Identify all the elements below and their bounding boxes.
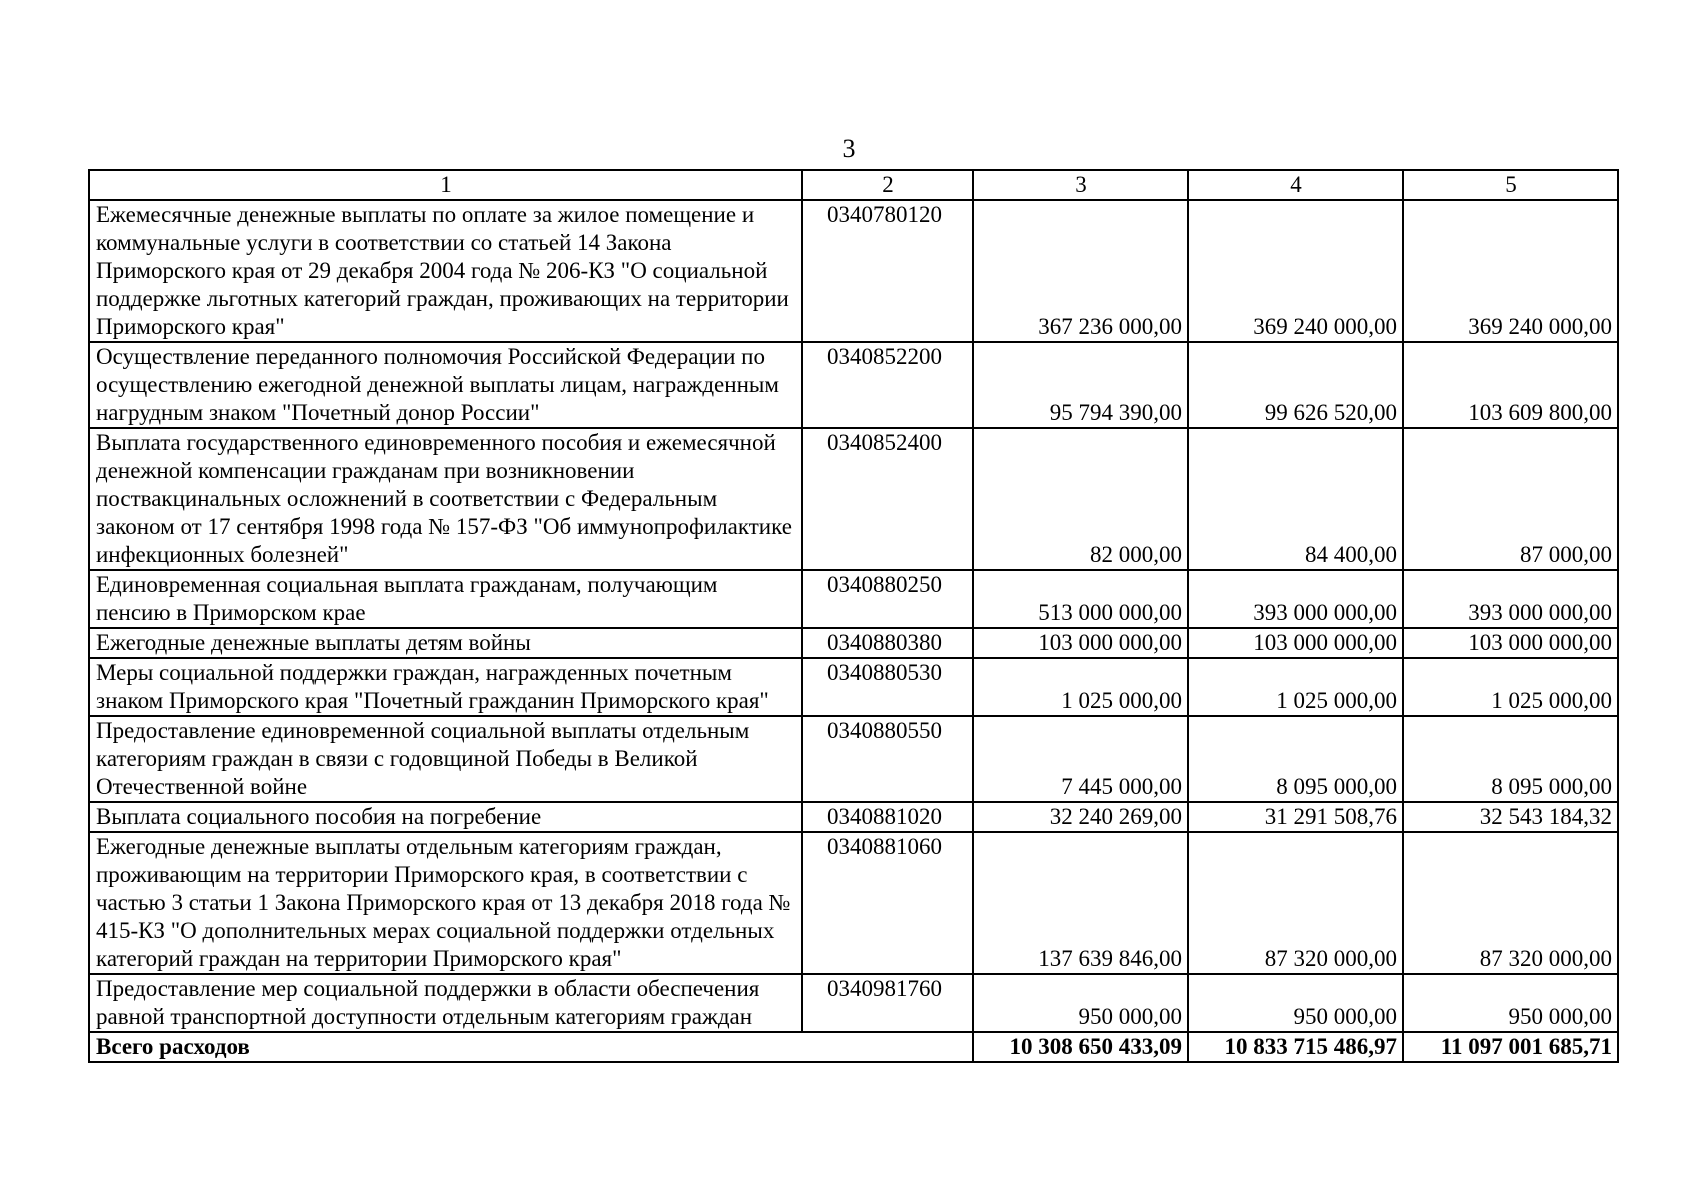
row-amount-col3: 82 000,00	[973, 428, 1188, 570]
row-name: Ежегодные денежные выплаты отдельным категориям граждан, проживающим на территории Приморского края, в соответствии с частью 3 статьи 1 Закона Приморского края от 13 декабря 2018 года № 415-КЗ "О дополнительных мерах социальной поддержки отдельных категорий граждан на территории Приморского края"	[89, 832, 802, 974]
row-amount-col3: 367 236 000,00	[973, 200, 1188, 342]
row-amount-col4: 8 095 000,00	[1188, 716, 1403, 802]
row-amount-col4: 99 626 520,00	[1188, 342, 1403, 428]
row-amount-col5: 103 000 000,00	[1403, 628, 1618, 658]
row-amount-col4: 369 240 000,00	[1188, 200, 1403, 342]
row-amount-col5: 87 320 000,00	[1403, 832, 1618, 974]
budget-table	[88, 169, 1619, 1063]
column-header: 5	[1403, 170, 1618, 200]
table-row	[89, 832, 1618, 974]
column-header: 2	[802, 170, 973, 200]
row-amount-col3: 7 445 000,00	[973, 716, 1188, 802]
table-row	[89, 802, 1618, 832]
row-amount-col5: 87 000,00	[1403, 428, 1618, 570]
row-code: 0340881020	[802, 802, 973, 832]
row-code: 0340880250	[802, 570, 973, 628]
row-amount-col4: 87 320 000,00	[1188, 832, 1403, 974]
row-amount-col4: 31 291 508,76	[1188, 802, 1403, 832]
total-label: Всего расходов	[89, 1032, 973, 1062]
row-amount-col3: 137 639 846,00	[973, 832, 1188, 974]
table-row	[89, 570, 1618, 628]
total-row	[89, 1032, 1618, 1062]
row-amount-col5: 393 000 000,00	[1403, 570, 1618, 628]
table-header-row	[89, 170, 1618, 200]
row-name: Предоставление единовременной социальной выплаты отдельным категориям граждан в связи с годовщиной Победы в Великой Отечественной войне	[89, 716, 802, 802]
row-amount-col3: 513 000 000,00	[973, 570, 1188, 628]
table-row	[89, 200, 1618, 342]
row-code: 0340780120	[802, 200, 973, 342]
row-name: Меры социальной поддержки граждан, награжденных почетным знаком Приморского края "Почетный гражданин Приморского края"	[89, 658, 802, 716]
row-code: 0340981760	[802, 974, 973, 1032]
column-header: 4	[1188, 170, 1403, 200]
row-amount-col5: 1 025 000,00	[1403, 658, 1618, 716]
row-code: 0340880530	[802, 658, 973, 716]
total-amount-col4: 10 833 715 486,97	[1188, 1032, 1403, 1062]
row-amount-col5: 950 000,00	[1403, 974, 1618, 1032]
column-header: 1	[89, 170, 802, 200]
row-name: Ежегодные денежные выплаты детям войны	[89, 628, 802, 658]
row-name: Осуществление переданного полномочия Российской Федерации по осуществлению ежегодной денежной выплаты лицам, награжденным нагрудным знаком "Почетный донор России"	[89, 342, 802, 428]
row-name: Выплата социального пособия на погребение	[89, 802, 802, 832]
table-row	[89, 342, 1618, 428]
row-amount-col4: 393 000 000,00	[1188, 570, 1403, 628]
table-row	[89, 974, 1618, 1032]
row-amount-col4: 103 000 000,00	[1188, 628, 1403, 658]
row-amount-col3: 32 240 269,00	[973, 802, 1188, 832]
row-name: Предоставление мер социальной поддержки в области обеспечения равной транспортной доступности отдельным категориям граждан	[89, 974, 802, 1032]
row-amount-col3: 95 794 390,00	[973, 342, 1188, 428]
row-amount-col5: 8 095 000,00	[1403, 716, 1618, 802]
row-code: 0340852200	[802, 342, 973, 428]
row-amount-col4: 84 400,00	[1188, 428, 1403, 570]
row-code: 0340881060	[802, 832, 973, 974]
row-code: 0340880550	[802, 716, 973, 802]
row-amount-col5: 32 543 184,32	[1403, 802, 1618, 832]
row-amount-col4: 950 000,00	[1188, 974, 1403, 1032]
table-row	[89, 428, 1618, 570]
row-code: 0340880380	[802, 628, 973, 658]
page-number: 3	[842, 134, 856, 163]
row-name: Единовременная социальная выплата гражданам, получающим пенсию в Приморском крае	[89, 570, 802, 628]
row-code: 0340852400	[802, 428, 973, 570]
column-header: 3	[973, 170, 1188, 200]
total-amount-col5: 11 097 001 685,71	[1403, 1032, 1618, 1062]
row-name: Выплата государственного единовременного пособия и ежемесячной денежной компенсации гражданам при возникновении поствакцинальных осложнений в соответствии с Федеральным законом от 17 сентября 1998 года № 157-ФЗ "Об иммунопрофилактике инфекционных болезней"	[89, 428, 802, 570]
total-amount-col3: 10 308 650 433,09	[973, 1032, 1188, 1062]
row-amount-col3: 950 000,00	[973, 974, 1188, 1032]
row-amount-col5: 103 609 800,00	[1403, 342, 1618, 428]
row-amount-col4: 1 025 000,00	[1188, 658, 1403, 716]
table-row	[89, 658, 1618, 716]
row-amount-col3: 1 025 000,00	[973, 658, 1188, 716]
row-amount-col3: 103 000 000,00	[973, 628, 1188, 658]
table-row	[89, 628, 1618, 658]
row-name: Ежемесячные денежные выплаты по оплате за жилое помещение и коммунальные услуги в соответствии со статьей 14 Закона Приморского края от 29 декабря 2004 года № 206-КЗ "О социальной поддержке льготных категорий граждан, проживающих на территории Приморского края"	[89, 200, 802, 342]
row-amount-col5: 369 240 000,00	[1403, 200, 1618, 342]
table-row	[89, 716, 1618, 802]
